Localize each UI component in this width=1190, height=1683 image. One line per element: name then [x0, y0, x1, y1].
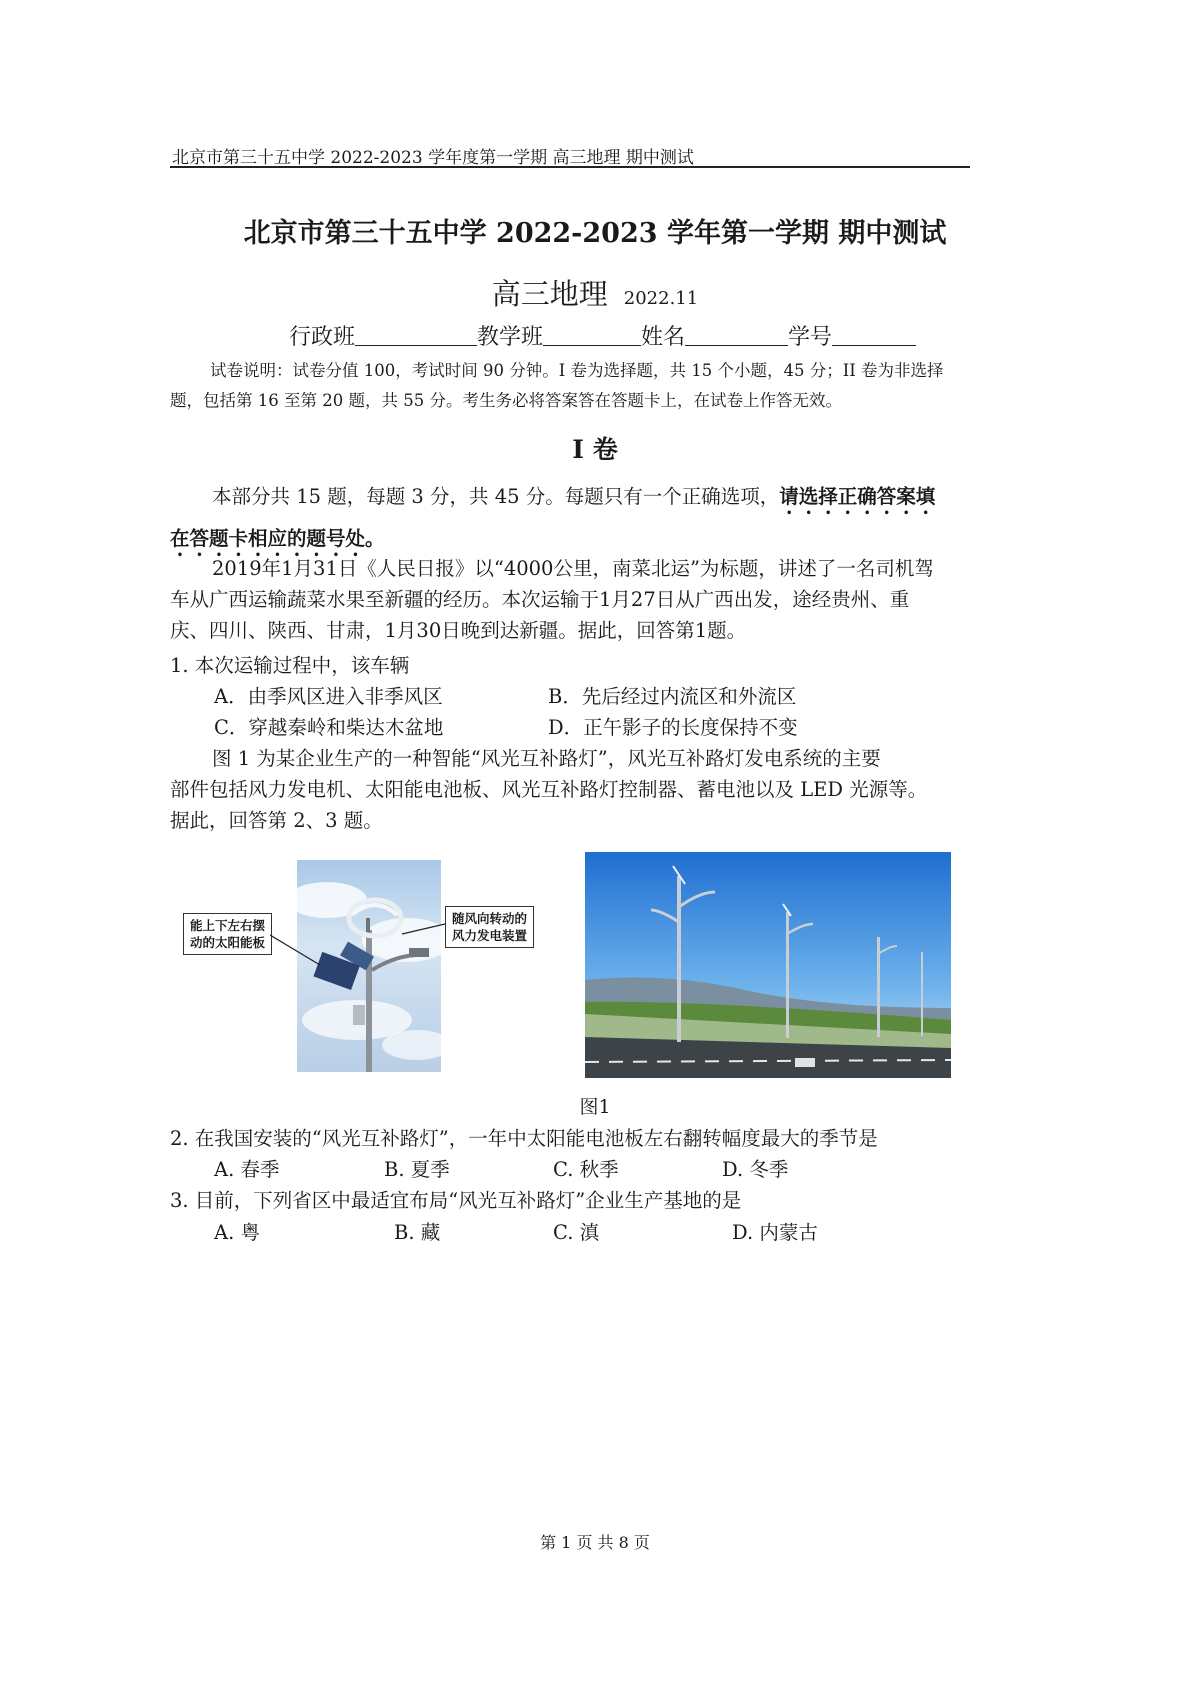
question-1-stem: 1. 本次运输过程中，该车辆 — [170, 654, 410, 677]
question-1-option-a[interactable]: A．由季风区进入非季风区 — [214, 685, 443, 708]
passage-2-line-2: 部件包括风力发电机、太阳能电池板、风光互补路灯控制器、蓄电池以及 LED 光源等。 — [170, 778, 928, 801]
section-title: I 卷 — [572, 435, 618, 464]
section-intro-text: 本部分共 15 题，每题 3 分，共 45 分。每题只有一个正确选项， — [212, 485, 780, 508]
passage-1-line-2: 车从广西运输蔬菜水果至新疆的经历。本次运输于1月27日从广西出发，途经贵州、重 — [170, 588, 910, 611]
exam-title: 北京市第三十五中学 2022-2023 学年第一学期 期中测试 — [243, 218, 947, 249]
question-3-option-d[interactable]: D. 内蒙古 — [732, 1221, 818, 1244]
question-3-option-c[interactable]: C. 滇 — [553, 1221, 600, 1244]
question-1-option-d[interactable]: D．正午影子的长度保持不变 — [548, 716, 798, 739]
field-label-name: 姓名 — [641, 325, 686, 350]
field-blank-admin-class[interactable] — [355, 325, 477, 346]
question-1-option-b[interactable]: B．先后经过内流区和外流区 — [548, 685, 797, 708]
field-label-teaching-class: 教学班 — [477, 325, 544, 350]
passage-1-line-1: 2019年1月31日《人民日报》以“4000公里，南菜北运”为标题，讲述了一名司机驾 — [212, 557, 934, 580]
callout-wind-leader — [400, 920, 450, 940]
question-2-option-b[interactable]: B. 夏季 — [384, 1158, 450, 1181]
passage-2-line-3: 据此，回答第 2、3 题。 — [170, 809, 383, 832]
passage-2-line-1: 图 1 为某企业生产的一种智能“风光互补路灯”，风光互补路灯发电系统的主要 — [212, 747, 881, 770]
field-blank-student-id[interactable] — [832, 325, 916, 346]
callout-solar-panel-line-1: 能上下左右摆 — [190, 918, 266, 933]
section-intro-emphasis-1: 请选择正确答案填 — [779, 485, 936, 508]
passage-1-line-3: 庆、四川、陕西、甘肃，1月30日晚到达新疆。据此，回答第1题。 — [170, 619, 747, 642]
callout-solar-leader — [270, 930, 330, 970]
field-label-student-id: 学号 — [788, 325, 833, 350]
exam-instructions — [170, 356, 972, 416]
field-label-admin-class: 行政班 — [289, 325, 356, 350]
question-2-option-a[interactable]: A. 春季 — [214, 1158, 280, 1181]
question-3-stem: 3. 目前，下列省区中最适宜布局“风光互补路灯”企业生产基地的是 — [170, 1189, 742, 1212]
figure-caption: 图1 — [579, 1096, 611, 1118]
section-intro-emphasis-2: 在答题卡相应的题号处。 — [170, 527, 385, 550]
page-footer: 第 1 页 共 8 页 — [540, 1533, 650, 1552]
question-3-option-b[interactable]: B. 藏 — [394, 1221, 441, 1244]
question-1-option-c[interactable]: C．穿越秦岭和柴达木盆地 — [214, 716, 444, 739]
roadside-lamps-illustration — [585, 852, 951, 1078]
instructions-line-1: 试卷说明：试卷分值 100，考试时间 90 分钟。I 卷为选择题，共 15 个小题，45 分；II 卷为非选择 — [210, 361, 944, 380]
section-intro — [170, 477, 972, 561]
question-2-stem: 2. 在我国安装的“风光互补路灯”，一年中太阳能电池板左右翻转幅度最大的季节是 — [170, 1127, 878, 1150]
header-rule — [170, 166, 970, 168]
question-2-option-d[interactable]: D. 冬季 — [722, 1158, 789, 1181]
passage-1 — [170, 553, 972, 646]
exam-subtitle — [0, 272, 1190, 313]
instructions-line-2: 题，包括第 16 至第 20 题，共 55 分。考生务必将答案答在答题卡上，在试卷上作答无效。 — [170, 391, 842, 410]
field-blank-name[interactable] — [685, 325, 788, 346]
field-blank-teaching-class[interactable] — [543, 325, 641, 346]
running-header: 北京市第三十五中学 2022-2023 学年度第一学期 高三地理 期中测试 — [172, 148, 694, 168]
callout-solar-panel — [183, 913, 272, 955]
exam-date: 2022.11 — [623, 288, 699, 309]
subject-label: 高三地理 — [491, 277, 608, 311]
callout-solar-panel-line-2: 动的太阳能板 — [190, 935, 266, 950]
callout-wind-turbine-line-1: 随风向转动的 — [452, 911, 528, 926]
student-info-fields — [289, 320, 916, 351]
question-2-option-c[interactable]: C. 秋季 — [553, 1158, 619, 1181]
roadside-lamps-photo — [585, 852, 951, 1078]
passage-2 — [170, 743, 972, 836]
question-3-option-a[interactable]: A. 粤 — [214, 1221, 260, 1244]
callout-wind-turbine — [445, 906, 534, 948]
callout-wind-turbine-line-2: 风力发电装置 — [452, 928, 528, 943]
